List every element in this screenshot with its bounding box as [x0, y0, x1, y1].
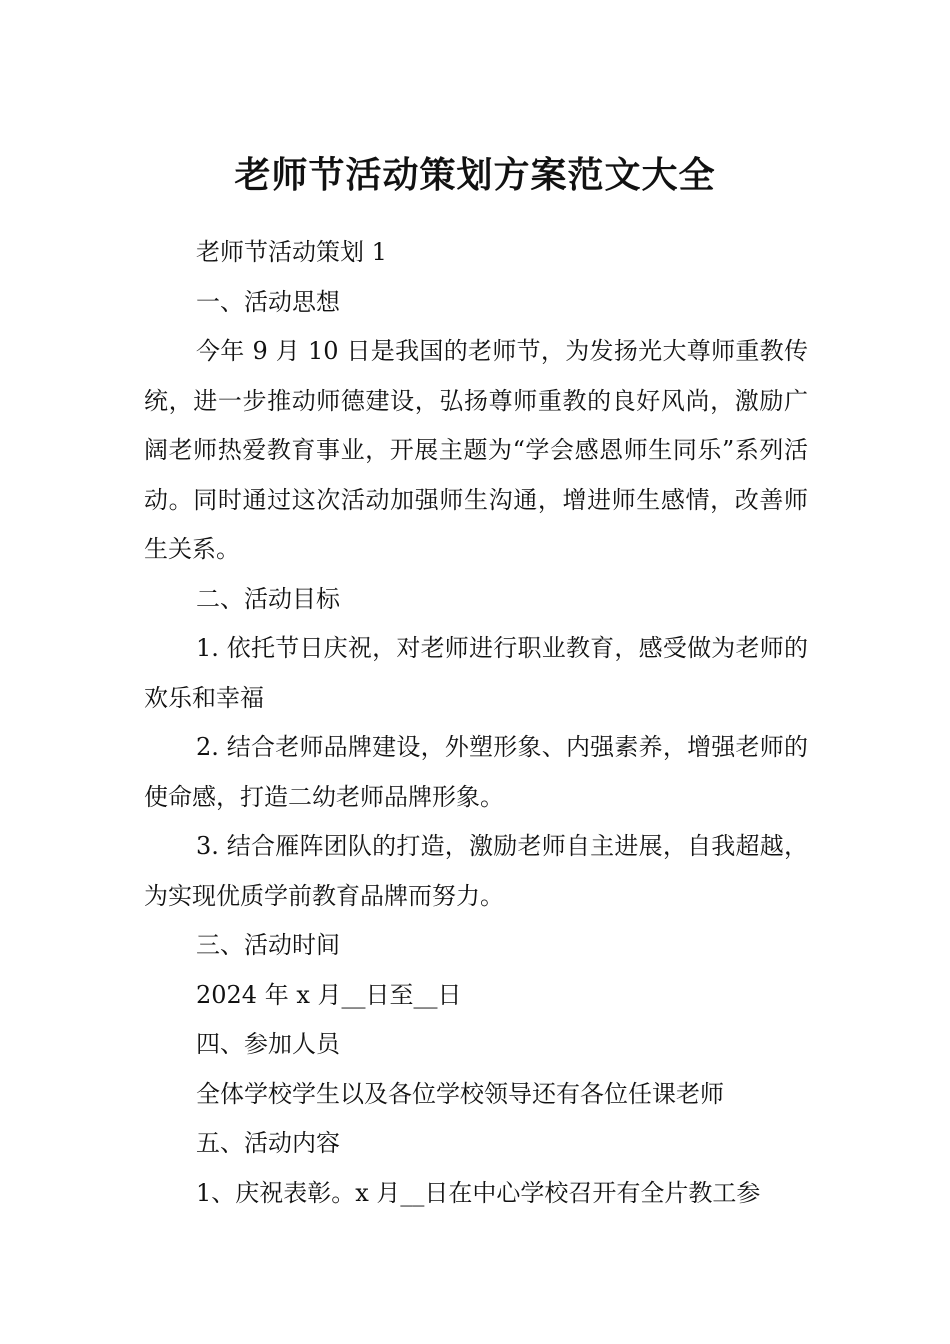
- section-heading-participants: 四、参加人员: [196, 1030, 340, 1058]
- plan-heading: 老师节活动策划 1: [196, 238, 387, 266]
- section-heading-content: 五、活动内容: [196, 1129, 340, 1157]
- section-heading-goals: 二、活动目标: [196, 584, 340, 613]
- section-heading-idea: 一、活动思想: [196, 287, 340, 316]
- content-item-1: 1、庆祝表彰。x 月__日在中心学校召开有全片教工参: [196, 1178, 761, 1207]
- goal-item-1: 1. 依托节日庆祝，对老师进行职业教育，感受做为老师的欢乐和幸福: [144, 634, 808, 712]
- goal-item-2: 2. 结合老师品牌建设，外塑形象、内强素养，增强老师的使命感，打造二幼老师品牌形象。: [144, 733, 808, 811]
- paragraph-idea: 今年 9 月 10 日是我国的老师节，为发扬光大尊师重教传统，进一步推动师德建设，弘扬尊师重教的良好风尚，激励广阔老师热爱教育事业，开展主题为“学会感恩师生同乐”系列活动。同时通过这次活动加强师生沟通，增进师生感情，改善师生关系。: [144, 337, 808, 563]
- paragraph-time: 2024 年 x 月__日至__日: [196, 980, 462, 1009]
- paragraph-participants: 全体学校学生以及各位学校领导还有各位任课老师: [196, 1079, 724, 1108]
- document-body: [144, 228, 808, 1218]
- document-title: 老师节活动策划方案范文大全: [234, 155, 716, 197]
- goal-item-3: 3. 结合雁阵团队的打造，激励老师自主进展，自我超越，为实现优质学前教育品牌而努力。: [144, 832, 808, 910]
- section-heading-time: 三、活动时间: [196, 931, 340, 959]
